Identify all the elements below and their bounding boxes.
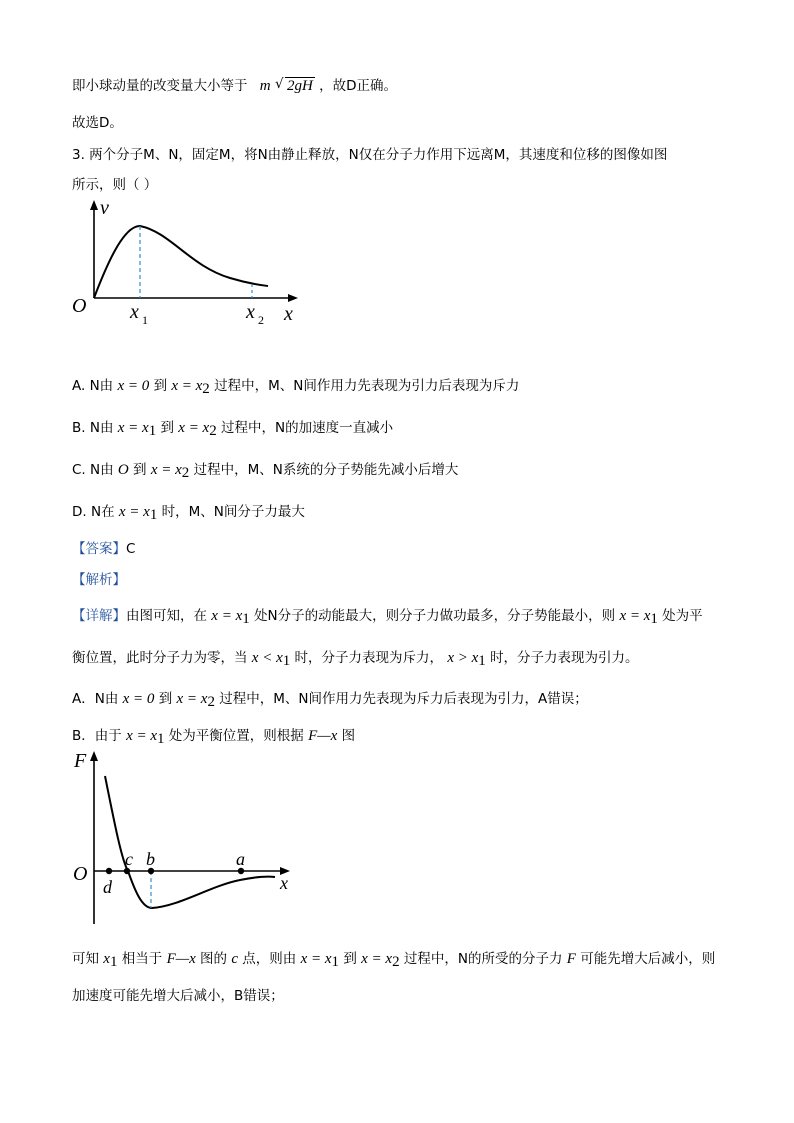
subscript: 1	[148, 423, 157, 439]
text: 处为平衡位置，则根据	[168, 728, 304, 744]
text: 过程中，M、N间作用力先表现为引力后表现为斥力	[214, 378, 520, 394]
question-3-line-2	[72, 173, 157, 193]
text: 可能先增大后减小，则	[580, 951, 716, 967]
math: x = x	[117, 420, 149, 436]
x2-label: x	[246, 301, 255, 323]
x-label: x	[280, 873, 288, 893]
math: F—x	[166, 951, 196, 967]
math: x = x	[178, 420, 210, 436]
math: x = x	[118, 504, 150, 520]
answer-line	[72, 537, 135, 557]
explain-b-line	[72, 724, 355, 748]
math: x = 0	[122, 691, 155, 707]
math: F—x	[308, 728, 338, 744]
last-line-2	[72, 984, 284, 1004]
text-line-1	[72, 74, 397, 95]
detail-line-1	[72, 604, 703, 628]
text: 由图可知，在	[126, 608, 207, 624]
label-c: c	[125, 849, 133, 869]
text: 所示，则（ ）	[72, 177, 158, 193]
math: x = x	[300, 951, 332, 967]
point-d	[106, 868, 112, 874]
text: 故选D。	[72, 115, 123, 131]
f-axis-arrow	[90, 751, 98, 761]
text: 到	[158, 691, 173, 707]
subscript: 2	[207, 694, 215, 710]
math: x = x	[150, 462, 182, 478]
x-axis-arrow	[288, 294, 298, 302]
math-m: m	[259, 78, 271, 94]
subscript: 2	[209, 423, 217, 439]
question-3-line-1	[72, 143, 667, 163]
subscript: 1	[157, 731, 165, 747]
text: 过程中，M、N间作用力先表现为斥力后表现为引力，A错误；	[219, 691, 588, 707]
text: D. N在	[72, 504, 115, 520]
label-d: d	[103, 877, 112, 897]
subscript: 1	[282, 653, 291, 669]
text: 图	[341, 728, 356, 744]
text: C. N由	[72, 462, 114, 478]
math: x = x	[361, 951, 393, 967]
option-c	[72, 458, 458, 482]
text: B. N由	[72, 420, 114, 436]
subscript: 1	[478, 653, 486, 669]
text: A．N由	[72, 691, 119, 707]
x-label: x	[284, 303, 293, 325]
label-b: b	[146, 849, 155, 869]
v-label: v	[100, 197, 109, 219]
analysis-line	[72, 568, 126, 588]
text: 可知	[72, 951, 99, 967]
text: ，故D正确。	[319, 78, 397, 94]
subscript: 1	[331, 954, 340, 970]
math: x = x	[171, 378, 203, 394]
text: 到	[160, 420, 174, 436]
math: x = 0	[117, 378, 150, 394]
math: x = x	[619, 608, 651, 624]
math: x = x	[126, 728, 157, 744]
option-a	[72, 374, 519, 398]
text: 到	[153, 378, 168, 394]
subscript: 1	[109, 954, 118, 970]
text: 到	[133, 462, 147, 478]
text: 时，分子力表现为斥力，	[294, 650, 444, 666]
text: 处N分子的动能最大，则分子力做功最多，分子势能最小，则	[254, 608, 616, 624]
detail-tag: 【详解】	[72, 608, 126, 624]
text: 过程中，N的所受的分子力	[403, 951, 563, 967]
v-axis-arrow	[90, 200, 98, 210]
math: F	[566, 951, 576, 967]
subscript: 2	[181, 465, 190, 481]
text: 即小球动量的改变量大小等于	[72, 78, 248, 94]
text: 到	[343, 951, 357, 967]
f-label: F	[74, 750, 87, 772]
math: x	[103, 951, 110, 967]
text: B．由于	[72, 728, 122, 744]
force-curve	[105, 776, 275, 908]
subscript: 1	[149, 507, 158, 523]
origin-label: O	[72, 295, 87, 317]
math: x = x	[176, 691, 208, 707]
text: 相当于	[121, 951, 163, 967]
velocity-displacement-graph	[70, 196, 310, 356]
math: x > x	[447, 650, 479, 666]
option-b	[72, 416, 393, 440]
text: 衡位置，此时分子力为零，当	[72, 650, 248, 666]
sqrt-expression: √ 2gH	[274, 76, 313, 94]
label-a: a	[236, 849, 245, 869]
text-line-2	[72, 111, 123, 131]
text: 3. 两个分子M、N，固定M，将N由静止释放，N仅在分子力作用下远离M，其速度和位移的图像如图	[72, 147, 668, 163]
last-line-1	[72, 947, 715, 971]
explain-a-line	[72, 687, 588, 711]
text: 点，则由	[242, 951, 297, 967]
math: x < x	[251, 650, 283, 666]
answer-tag: 【答案】	[72, 541, 126, 557]
text: 时，分子力表现为引力。	[490, 650, 639, 666]
text: A. N由	[72, 378, 114, 394]
subscript: 1	[242, 611, 250, 627]
force-displacement-graph	[70, 746, 310, 936]
text: 时，M、N间分子力最大	[161, 504, 305, 520]
origin-label: O	[73, 863, 88, 885]
x1-subscript: 1	[142, 313, 148, 327]
x2-subscript: 2	[258, 313, 264, 327]
option-d	[72, 500, 305, 524]
text: 过程中，N的加速度一直减小	[221, 420, 394, 436]
subscript: 2	[202, 381, 210, 397]
text: 处为平	[662, 608, 703, 624]
text: 加速度可能先增大后减小，B错误；	[72, 988, 284, 1004]
subscript: 1	[650, 611, 658, 627]
math: x = x	[211, 608, 243, 624]
sqrt-content: 2gH	[286, 78, 313, 94]
x1-label: x	[130, 301, 139, 323]
subscript: 2	[392, 954, 400, 970]
analysis-tag: 【解析】	[72, 572, 126, 588]
math: c	[231, 951, 238, 967]
math: O	[117, 462, 129, 478]
velocity-curve	[94, 226, 268, 298]
text: 图的	[200, 951, 228, 967]
answer-value: C	[126, 541, 136, 557]
detail-line-2	[72, 646, 639, 670]
text: 过程中，M、N系统的分子势能先减小后增大	[193, 462, 459, 478]
